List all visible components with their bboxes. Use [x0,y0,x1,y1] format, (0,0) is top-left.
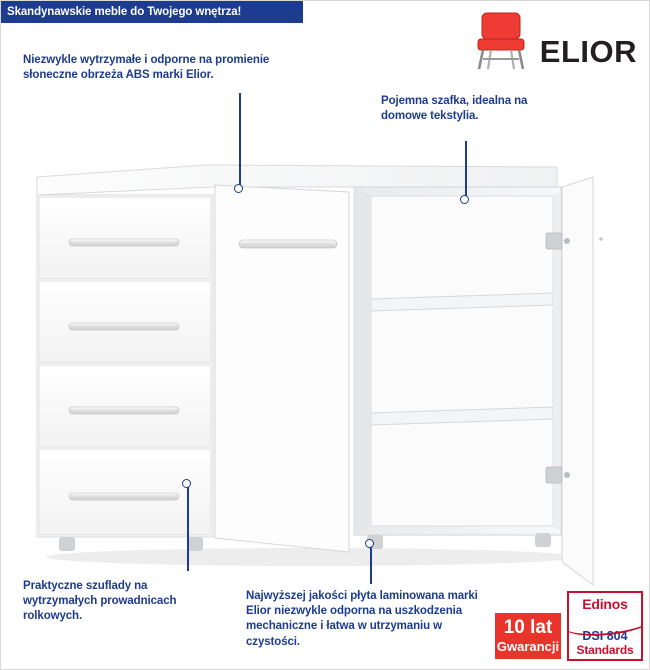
drawer-1 [39,197,211,279]
drawer-4 [39,449,211,535]
callout-abs-line [239,93,241,185]
warranty-label: Gwarancji [496,638,560,654]
certificate-name: Edinos [582,596,628,612]
brand-name: ELIOR [539,34,637,69]
foot-left [59,537,75,551]
hinge-upper [546,233,562,249]
callout-cabinet-dot [460,195,469,204]
certificate-code: DSI 804 [582,629,628,643]
warranty-badge [495,613,561,659]
product-illustration [1,1,650,670]
callout-abs-edges: Niezwykle wytrzymałe i odporne na promienie słoneczne obrzeża ABS marki Elior. [23,54,270,82]
callout-drawers-dot [182,479,191,488]
foot-mid-left [187,537,203,551]
warranty-years: 10 lat [503,617,553,638]
header-banner: Skandynawskie meble do Twojego wnętrza! [1,1,303,23]
drawer-3 [39,365,211,447]
callout-cabinet: Pojemna szafka, idealna na domowe tekstylia. [381,95,528,123]
callout-cabinet-line [465,141,467,197]
callout-board-line [370,546,372,584]
hinge-lower [546,467,562,483]
certificate-standard: Standards [576,643,634,657]
callout-abs-dot [234,184,243,193]
callout-drawers: Praktyczne szuflady na wytrzymałych prowadnicach rolkowych. [23,580,177,623]
certificate-badge [567,591,643,661]
callout-board-dot [365,539,374,548]
drawer-2 [39,281,211,363]
callout-board: Najwyższej jakości płyta laminowana marki Elior niezwykle odporna na uszkodzenia mechaniczne i łatwa w utrzymaniu w czystości. [246,590,478,648]
foot-right [535,533,551,547]
callout-drawers-line-v [187,487,189,571]
